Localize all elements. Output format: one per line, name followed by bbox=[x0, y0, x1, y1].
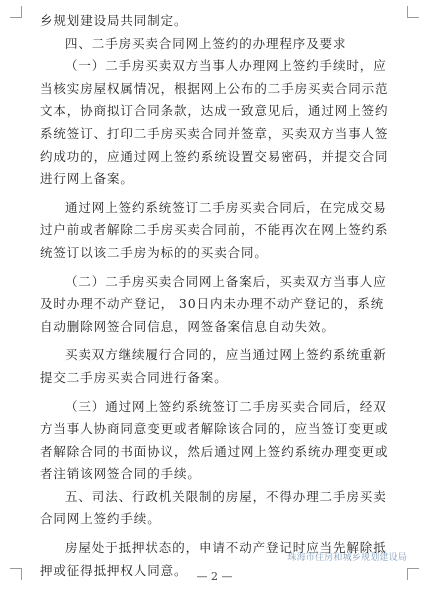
section-heading-5: 五、司法、行政机关限制的房屋，不得办理二手房买卖合同网上签约手续。 bbox=[40, 488, 387, 527]
paragraph-clause-2: （二）二手房买卖合同网上备案后，买卖双方当事人应及时办理不动产登记， 30日内未办理不动产登记的，系统自动删除网签合同信息，网签备案信息自动失效。 bbox=[40, 273, 387, 334]
crop-mark-top-left bbox=[10, 6, 22, 18]
page-number: — 2 — bbox=[196, 570, 233, 583]
document-body bbox=[40, 10, 392, 582]
paragraph-mortgage-note: 房屋处于抵押状态的，申请不动产登记时应当先解除抵押或征得抵押权人同意。 bbox=[40, 540, 387, 578]
section-heading-4: 四、二手房买卖合同网上签约的办理程序及要求 bbox=[65, 35, 347, 51]
paragraph-clause-1-note: 通过网上签约系统签订二手房买卖合同后，在完成交易过户前或者解除二手房买卖合同前，不能再次在网上签约系统签订以该二手房为标的的买卖合同。 bbox=[40, 199, 389, 260]
crop-mark-top-right bbox=[407, 6, 419, 18]
paragraph-clause-2-note: 买卖双方继续履行合同的，应当通过网上签约系统重新提交二手房买卖合同进行备案。 bbox=[40, 347, 387, 385]
paragraph-clause-1: （一）二手房买卖双方当事人办理网上签约手续时，应当核实房屋权属情况，根据网上公布的二手房买卖合同示范文本，协商拟订合同条款，达成一致意见后，通过网上签约系统签订、打印二手房买卖合同并签章，买卖双方当事人签约成功的，应通过网上签约系统设置交易密码，并提交合同进行网上备案。 bbox=[40, 58, 389, 187]
paragraph-continuation: 乡规划建设局共同制定。 bbox=[40, 13, 188, 28]
paragraph-clause-3: （三）通过网上签约系统签订二手房买卖合同后，经双方当事人协商同意变更或者解除该合同的，应当签订变更或者解除合同的书面协议，然后通过网上签约系统办理变更或者注销该网签合同的手续。 bbox=[40, 398, 389, 482]
publisher-watermark: 珠海市住房和城乡规划建设局 bbox=[287, 553, 407, 563]
